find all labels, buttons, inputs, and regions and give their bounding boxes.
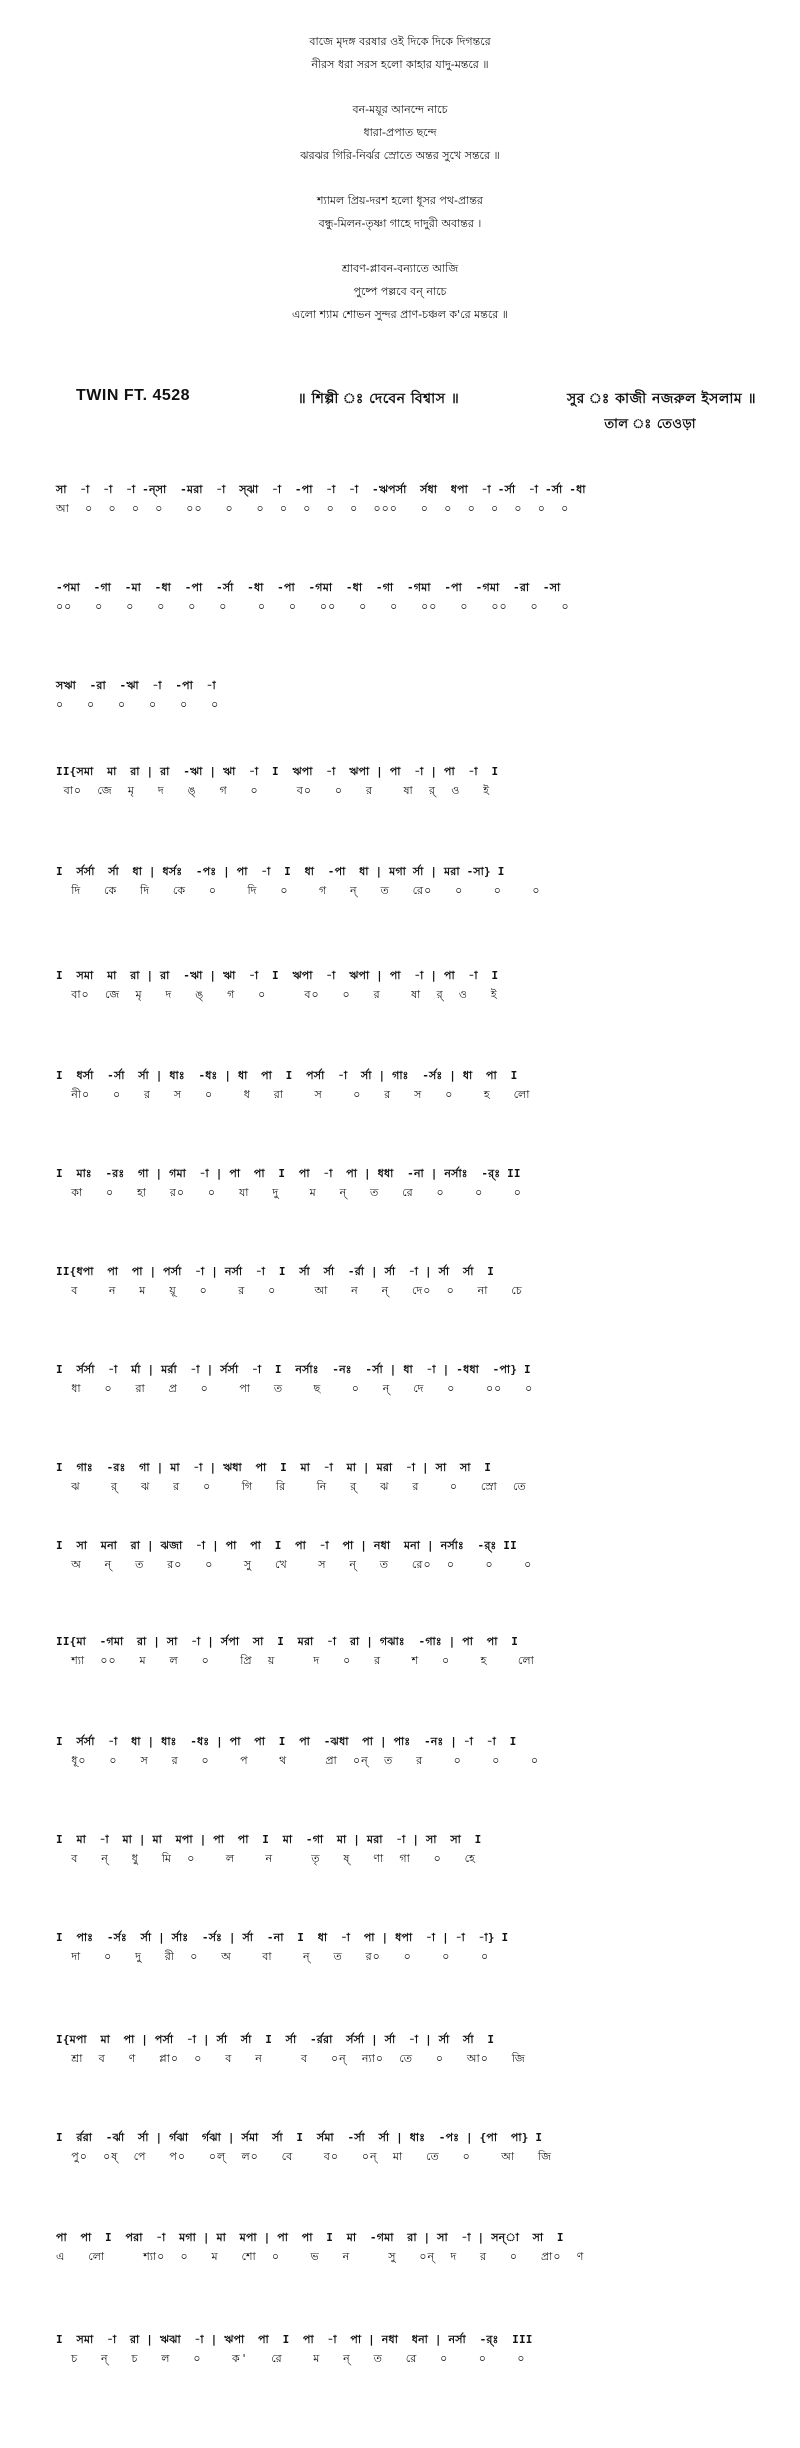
notation-line-7 <box>56 1066 746 1104</box>
lyric-syllable-row: বা০ জে মৃ দ ঙ্‌ গ ০ ব০ ০ র ষা র্‌ ও ই <box>56 784 490 797</box>
lyrics <box>0 30 800 348</box>
swara-row: I র্সর্সা -া ধা | ধাঃ -ধঃ | পা পা I পা -ঝধা পা | পাঃ -নঃ | -া -া I <box>56 1735 517 1748</box>
lyric-syllable-row: ০০ ০ ০ ০ ০ ০ ০ ০ ০০ ০ ০ ০০ ০ ০০ ০ ০ <box>56 600 570 613</box>
lyrics-stanza-2 <box>0 98 800 167</box>
lyric-syllable-row: বা০ জে মৃ দ ঙ্‌ গ ০ ব০ ০ র ষা র্‌ ও ই <box>56 988 498 1001</box>
lyric-syllable-row: ধূ০ ০ স র ০ প থ প্রা ০ন্‌ ত র ০ ০ ০ <box>56 1754 540 1767</box>
notation-line-17 <box>56 2030 746 2068</box>
lyric-line: পুষ্পে পল্লবে বন্ নাচে <box>353 285 447 298</box>
lyric-syllable-row: শ্রা ব ণ প্লা০ ০ ব ন ব ০ন্‌ ন্যা০ তে ০ আ০ জি <box>56 2052 526 2065</box>
lyric-line: বন্ধু-মিলন-তৃষ্ণা গাহে দাদুরী অবান্তর । <box>318 217 482 230</box>
tala-credit: তাল ঃ তেওড়া <box>604 417 696 432</box>
notation-line-12 <box>56 1536 746 1574</box>
swara-row: I সমা মা রা | রা -ঋা | ঋা -া I ঋপা -া ঋপা | পা -া | পা -া I <box>56 969 499 982</box>
lyric-syllable-row: দা ০ দু রী ০ অ বা ন্‌ ত র০ ০ ০ ০ <box>56 1950 490 1963</box>
lyric-line: ধারা-প্রপাত ছন্দে <box>363 126 437 139</box>
swara-row: I মা -া মা | মা মপা | পা পা I মা -গা মা | মরা -া | সা সা I <box>56 1833 482 1846</box>
notation-line-10 <box>56 1360 746 1398</box>
lyric-line: নীরস ধরা সরস হলো কাহার যাদু-মন্তরে ॥ <box>311 58 489 71</box>
record-number: TWIN FT. 4528 <box>76 387 191 404</box>
lyric-syllable-row: ধা ০ রা প্র ০ পা ত ছ ০ ন্‌ দে ০ ০০ ০ <box>56 1382 534 1395</box>
lyric-syllable-row: শ্যা ০০ ম ল ০ প্রি য় দ ০ র শ ০ হ লো <box>56 1654 535 1667</box>
lyric-syllable-row: এ লো শ্যা০ ০ ম শো ০ ভ ন সু ০ন্‌ দ র ০ প্রা০ ণ <box>56 2250 585 2263</box>
notation-line-14 <box>56 1732 746 1770</box>
notation-line-15 <box>56 1830 746 1868</box>
lyric-line: বন-ময়ূর আনন্দে নাচে <box>352 103 448 116</box>
lyric-syllable-row: কা ০ হা র০ ০ যা দু ম ন্‌ ত রে ০ ০ ০ <box>56 1186 522 1199</box>
lyrics-stanza-3 <box>0 189 800 235</box>
lyric-syllable-row: ঝ র্‌ ঝ র ০ গি রি নি র্‌ ঝ র ০ স্রো তে <box>56 1480 527 1493</box>
swara-row: I{মপা মা পা | পর্সা -া | র্সা র্সা I র্সা -র্ররা র্সর্সা | র্সা -া | র্সা র্সা I <box>56 2033 495 2046</box>
swara-row: সঋা -রা -ঋা -া -পা -া <box>56 679 216 692</box>
swara-row: II{সমা মা রা | রা -ঋা | ঋা -া I ঋপা -া ঋপা | পা -া | পা -া I <box>56 765 499 778</box>
notation-line-2 <box>56 578 746 616</box>
artist-credit: ॥ শিল্পী ঃ দেবেন বিশ্বাস ॥ <box>297 391 460 407</box>
notation-line-8 <box>56 1164 746 1202</box>
swara-row: II{মা -গমা রা | সা -া | র্সপা সা I মরা -া রা | গঝাঃ -গাঃ | পা পা I <box>56 1635 519 1648</box>
notation-line-3 <box>56 676 746 714</box>
notation-line-11 <box>56 1458 746 1496</box>
lyric-syllable-row: ০ ০ ০ ০ ০ ০ <box>56 698 220 711</box>
swara-row: I র্সর্সা র্সা ধা | ধর্সঃ -পঃ | পা -া I ধা -পা ধা | মগা র্সা | মরা -সা} I <box>56 865 505 878</box>
lyric-line: এলো শ্যাম শোভন সুন্দর প্রাণ-চঞ্চল ক'রে মন্তরে ॥ <box>291 308 509 321</box>
lyric-syllable-row: অ ন্‌ ত র০ ০ সু খে স ন্‌ ত রে০ ০ ০ ০ <box>56 1558 533 1571</box>
swara-row: I পাঃ -র্সঃ র্সা | র্সাঃ -র্সঃ | র্সা -না I ধা -া পা | ধপা -া | -া -া} I <box>56 1931 509 1944</box>
lyric-syllable-row: নী০ ০ র স ০ ধ রা স ০ র স ০ হ লো <box>56 1088 531 1101</box>
swara-row: I র্সর্সা -া র্মা | মর্রা -া | র্সর্সা -া I নর্সাঃ -নঃ -র্সা | ধা -া | -ধধা -পা} I <box>56 1363 531 1376</box>
notation-line-1 <box>56 480 746 518</box>
swara-row: সা -া -া -া -ন্‌সা -মরা -া স্ঝা -া -পা -া -া -ঋপর্সা র্সধা ধপা -া -র্সা -া -র্সা -ধা <box>56 483 586 496</box>
notation-line-4 <box>56 762 746 800</box>
swara-row: II{ধপা পা পা | পর্সা -া | নর্সা -া I র্সা র্সা -র্রা | র্সা -া | র্সা র্সা I <box>56 1265 495 1278</box>
lyrics-stanza-4 <box>0 257 800 326</box>
lyric-line: বাজে মৃদঙ্গ বরষার ওই দিকে দিকে দিগন্তরে <box>309 35 491 48</box>
lyric-syllable-row: পু০ ০ষ্‌ পে প০ ০ল্‌ ল০ বে ব০ ০ন্‌ মা তে ০ আ জি <box>56 2150 552 2163</box>
lyric-syllable-row: আ ০ ০ ০ ০ ০০ ০ ০ ০ ০ ০ ০ ০০০ ০ ০ ০ ০ ০ ০ ০ <box>56 502 570 515</box>
lyrics-stanza-1 <box>0 30 800 76</box>
lyric-syllable-row: ব ন ম য়ূ ০ র ০ আ ন ন্‌ দে০ ০ না চে <box>56 1284 523 1297</box>
notation-line-13 <box>56 1632 746 1670</box>
swara-row: I মাঃ -রঃ গা | গমা -া | পা পা I পা -া পা | ধধা -না | নর্সাঃ -র্ঃ II <box>56 1167 521 1180</box>
lyric-syllable-row: চ ন্‌ চ ল ০ ক' রে ম ন্‌ ত রে ০ ০ ০ <box>56 2352 526 2365</box>
notation-line-18 <box>56 2128 746 2166</box>
lyric-line: ঝরঝর গিরি-নির্ঝর স্রোতে অন্তর সুখে সন্তরে ॥ <box>300 149 500 162</box>
swara-row: -পমা -গা -মা -ধা -পা -র্সা -ধা -পা -গমা -ধা -গা -গমা -পা -গমা -রা -সা <box>56 581 561 594</box>
song-credits <box>76 387 756 436</box>
lyric-line: শ্যামল প্রিয়-দরশ হলো ধূসর পথ-প্রান্তর <box>317 194 483 207</box>
composer-credit: সুর ঃ কাজী নজরুল ইসলাম ॥ <box>566 391 756 407</box>
lyric-syllable-row: দি কে দি কে ০ দি ০ গ ন্‌ ত রে০ ০ ০ ০ <box>56 884 541 897</box>
swara-row: I ধর্সা -র্সা র্সা | ধাঃ -ধঃ | ধা পা I পর্সা -া র্সা | গাঃ -র্সঃ | ধা পা I <box>56 1069 518 1082</box>
notation-line-9 <box>56 1262 746 1300</box>
swara-row: I সা মনা রা | ঝজা -া | পা পা I পা -া পা | নধা মনা | নর্সাঃ -র্ঃ II <box>56 1539 517 1552</box>
notation-line-16 <box>56 1928 746 1966</box>
swara-row: I র্ররা -র্ঝা র্সা | র্গঝা র্গঝা | র্সমা র্সা I র্সমা -র্সা র্সা | ধাঃ -পঃ | {পা পা} I <box>56 2131 543 2144</box>
swara-row: পা পা I পরা -া মগা | মা মপা | পা পা I মা -গমা রা | সা -া | সন্‌া সা I <box>56 2231 564 2244</box>
swara-row: I গাঃ -রঃ গা | মা -া | ঋধা পা I মা -া মা | মরা -া | সা সা I <box>56 1461 492 1474</box>
notation-line-20 <box>56 2330 746 2368</box>
notation-line-5 <box>56 862 746 900</box>
swara-row: I সমা -া রা | ঋঝা -া | ঋপা পা I পা -া পা | নধা ধনা | নর্সা -র্ঃ III <box>56 2333 533 2346</box>
notation-line-19 <box>56 2228 746 2266</box>
lyric-line: শ্রাবণ-প্লাবন-বন্যাতে আজি <box>341 262 459 275</box>
lyric-syllable-row: ব ন্‌ ধু মি ০ ল ন তৃ ষ্‌ ণা গা ০ হে <box>56 1852 476 1865</box>
notation-line-6 <box>56 966 746 1004</box>
